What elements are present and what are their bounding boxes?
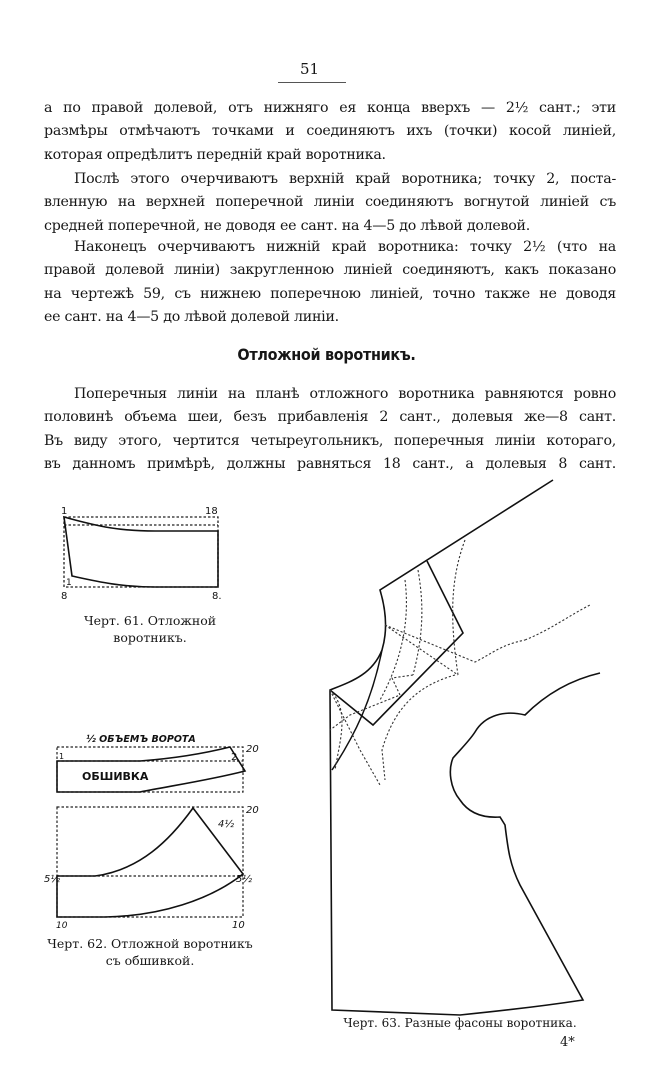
fig61-construction-rect	[64, 517, 218, 587]
text-line: ее сант. на 4—5 до лѣвой долевой линiи.	[44, 309, 339, 326]
figure-62-caption	[30, 935, 270, 969]
folio-signature: 4*	[560, 1035, 575, 1050]
figure-61-collar-draft	[60, 505, 230, 600]
fig61-collar-outline	[64, 517, 218, 587]
fig63-collar-outline	[330, 561, 463, 725]
figure-63-caption: Черт. 63. Разные фасоны воротника.	[343, 1016, 577, 1030]
caption-line: съ обшивкой.	[105, 953, 195, 968]
fig62-label: 5½	[236, 874, 253, 885]
fig61-label: 8	[61, 591, 68, 602]
caption-line: Черт. 61. Отложной	[83, 613, 217, 628]
fig62-label: 5½	[44, 874, 61, 885]
text-line: которая опредѣлитъ переднiй край воротника.	[44, 146, 386, 163]
fig63-dotted-curve	[453, 540, 465, 675]
fig62-label: 10	[56, 921, 68, 931]
fig61-label: 18	[205, 506, 218, 517]
fig62-collar-outline	[57, 808, 243, 917]
fig63-bodice-outline	[330, 480, 600, 1015]
fig63-dotted-curve	[413, 570, 422, 675]
text-line: вленную на верхней поперечной линiи соединяютъ вогнутой линiей съ	[44, 194, 616, 211]
text-line: въ данномъ примѣрѣ, должны равняться 18 сант., а долевыя 8 сант.	[44, 456, 616, 473]
fig61-label: 1	[66, 578, 72, 588]
fig63-dotted-curve	[525, 605, 590, 640]
fig61-label: 8.	[212, 591, 222, 602]
figure-63-collar-styles	[310, 470, 653, 1010]
fig63-dotted-curve	[382, 675, 455, 780]
section-paragraph	[44, 383, 616, 477]
figure-62-collar-with-facing	[44, 730, 259, 945]
text-line: правой долевой линiи) закругленною линiей соединяютъ, какъ показано	[44, 262, 616, 279]
fig62-label: 10	[232, 920, 245, 931]
text-line: на чертежѣ 59, съ нижнею поперечною линiей, точно также не доводя	[44, 285, 616, 302]
paragraph-3	[44, 236, 616, 330]
paragraph-1	[44, 97, 616, 167]
fig62-title-label: ½ ОБЪЕМЪ ВОРОТА	[86, 734, 196, 745]
fig62-label: 20	[246, 805, 259, 816]
fig63-dotted-curve	[330, 690, 380, 785]
fig62-label: 2	[231, 752, 238, 763]
text-line: половинѣ объема шеи, безъ прибавленiя 2 сант., долевыя же—8 сант.	[44, 409, 616, 426]
text-line: Наконецъ очерчиваютъ нижнiй край воротника: точку 2½ (что на	[74, 239, 616, 255]
page-number: 51	[300, 60, 320, 78]
caption-line: Черт. 62. Отложной воротникъ	[47, 936, 253, 951]
fig62-label: 4½	[218, 819, 235, 830]
fig62-label: 20	[246, 744, 259, 755]
text-line: а по правой долевой, отъ нижняго ея конца вверхъ — 2½ сант.; эти	[44, 100, 616, 116]
fig62-band-label: ОБШИВКА	[82, 770, 149, 783]
header-rule	[278, 82, 346, 83]
caption-line: воротникъ.	[113, 630, 187, 645]
text-line: средней поперечной, не доводя ее сант. на 4—5 до лѣвой долевой.	[44, 217, 531, 234]
fig62-lower-construction-rect	[57, 807, 243, 917]
fig61-label: 1	[61, 506, 68, 517]
figure-61-caption	[60, 612, 240, 646]
text-line: Въ виду этого, чертится четыреугольникъ, поперечныя линiи котораго,	[44, 432, 616, 449]
paragraph-2	[44, 168, 616, 238]
text-line: размѣры отмѣчаютъ точками и соединяютъ ихъ (точки) косой линiей,	[44, 123, 616, 140]
section-heading: Отложной воротникъ.	[237, 345, 416, 364]
fig62-label: 1	[59, 752, 65, 761]
text-line: Послѣ этого очерчиваютъ верхнiй край воротника; точку 2, поста-	[74, 171, 616, 187]
text-line: Поперечныя линiи на планѣ отложного воротника равняются ровно	[74, 386, 616, 402]
